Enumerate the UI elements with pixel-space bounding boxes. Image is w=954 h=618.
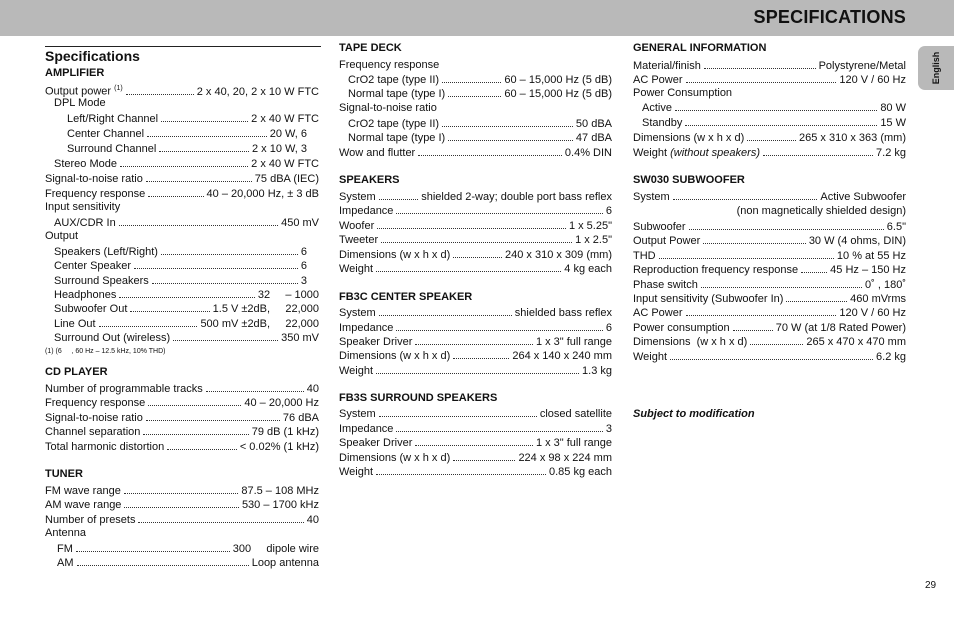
spec-value: 240 x 310 x 309 (mm) (505, 249, 612, 261)
spec-value: shielded bass reflex (514, 307, 612, 319)
spec-label: THD (633, 250, 656, 262)
spec-label: System (339, 191, 376, 203)
spec-row (339, 464, 612, 478)
subheading-row (633, 86, 906, 100)
spec-label: Active (642, 102, 672, 114)
spec-value: 75 dBA (IEC) (254, 173, 319, 185)
spec-value: < 0.02% (1 kHz) (239, 441, 319, 453)
spec-value: 500 mV ±2dB, 22,000 (200, 318, 319, 330)
spec-value: 1.5 V ±2dB, 22,000 (212, 303, 319, 315)
spec-label: Input sensitivity (45, 201, 121, 213)
spec-row (633, 58, 906, 72)
spec-label: Output Power (633, 235, 701, 247)
spec-value: 265 x 310 x 363 (mm) (799, 132, 906, 144)
spec-row (54, 244, 307, 258)
spec-row (339, 305, 612, 319)
spec-row (45, 424, 319, 438)
spec-label: Impedance (339, 205, 394, 217)
spec-label: Weight (633, 351, 668, 363)
spec-row (339, 218, 612, 232)
spec-row (45, 186, 319, 200)
spec-label: Dimensions (w x h x d) (339, 452, 451, 464)
spec-label: Impedance (339, 423, 394, 435)
spec-row (348, 86, 612, 100)
spec-row (633, 248, 906, 262)
spec-value: 6 (300, 246, 307, 258)
spec-row (348, 72, 612, 86)
spec-value: 79 dB (1 kHz) (251, 426, 319, 438)
spec-row (633, 320, 906, 334)
spec-row (339, 435, 612, 449)
spec-label: Dimensions (w x h x d) (339, 249, 451, 261)
spec-row (339, 334, 612, 348)
spec-label: CrO2 tape (type II) (348, 118, 440, 130)
spec-value: 120 V / 60 Hz (839, 307, 906, 319)
spec-label: Tweeter (339, 234, 379, 246)
spec-label: Frequency response (45, 397, 146, 409)
sw030-section-title: SW030 SUBWOOFER (633, 174, 745, 186)
spec-value: 120 V / 60 Hz (839, 74, 906, 86)
spec-value: 450 mV (281, 217, 319, 229)
spec-label: Surround Out (wireless) (54, 332, 171, 344)
spec-label: Speaker Driver (339, 437, 413, 449)
spec-value: 224 x 98 x 224 mm (518, 452, 612, 464)
spec-row (339, 189, 612, 203)
spec-label: FM wave range (45, 485, 121, 497)
spec-row (54, 215, 319, 229)
spec-label: Total harmonic distortion (45, 441, 165, 453)
spec-value: 15 W (880, 117, 906, 129)
spec-row (54, 258, 307, 272)
spec-label: Line Out (54, 318, 96, 330)
spec-label: AUX/CDR In (54, 217, 116, 229)
spec-value: 1 x 2.5" (575, 234, 612, 246)
spec-label: Weight (339, 263, 374, 275)
subheading-row (45, 200, 319, 214)
spec-label: Reproduction frequency response (633, 264, 799, 276)
spec-value: closed satellite (539, 408, 612, 420)
spec-row (45, 497, 319, 511)
spec-row (45, 381, 319, 395)
spec-label: Number of programmable tracks (45, 383, 203, 395)
header-bar (0, 0, 954, 36)
spec-label: Surround Channel (67, 143, 157, 155)
spec-label: Number of presets (45, 514, 136, 526)
spec-value: 0.85 kg each (549, 466, 612, 478)
spec-row (633, 189, 906, 203)
subheading-row (45, 229, 319, 243)
spec-value: 264 x 140 x 240 mm (512, 350, 612, 362)
spec-row (339, 406, 612, 420)
spec-label: Power consumption (633, 322, 730, 334)
spec-label: Output power (45, 85, 112, 98)
spec-value: 2 x 10 W, 3 (251, 143, 307, 155)
spec-value: 6 (605, 322, 612, 334)
spec-note: (non magnetically shielded design) (736, 205, 906, 217)
spec-label: Weight (339, 466, 374, 478)
spec-row (54, 316, 319, 330)
spec-row (339, 450, 612, 464)
spec-value: 40 (306, 383, 319, 395)
spec-row (633, 277, 906, 291)
spec-label: Speaker Driver (339, 336, 413, 348)
spec-label: Output (45, 230, 79, 242)
spec-label: Power Consumption (633, 87, 733, 99)
spec-value: 60 – 15,000 Hz (5 dB) (504, 74, 612, 86)
general-info-section-title: GENERAL INFORMATION (633, 42, 767, 54)
spec-row (642, 115, 906, 129)
footnote-marker: (1) (114, 85, 123, 92)
spec-row (54, 156, 319, 170)
language-tab (918, 46, 954, 90)
spec-label: Subwoofer (633, 221, 686, 233)
spec-row (54, 301, 319, 315)
tuner-section-title: TUNER (45, 468, 83, 480)
spec-row (633, 219, 906, 233)
spec-label: Stereo Mode (54, 158, 117, 170)
spec-row (339, 247, 612, 261)
spec-row (339, 261, 612, 275)
spec-label: AM (57, 557, 74, 569)
spec-label: System (339, 408, 376, 420)
spec-label: Antenna (45, 527, 86, 539)
spec-value: 87.5 – 108 MHz (241, 485, 319, 497)
spec-value: 30 W (4 ohms, DIN) (808, 235, 906, 247)
spec-value: 3 (605, 423, 612, 435)
spec-value: 1.3 kg (582, 365, 612, 377)
spec-value: 6.2 kg (876, 351, 906, 363)
spec-value: 2 x 40 W FTC (251, 113, 319, 125)
spec-label: Frequency response (339, 59, 440, 71)
spec-value: 6.5" (886, 221, 906, 233)
spec-row (45, 483, 319, 497)
spec-row (642, 100, 906, 114)
subheading-row (45, 526, 319, 540)
spec-value: 20 W, 6 (269, 128, 307, 140)
spec-value: Polystyrene/Metal (818, 60, 906, 72)
spec-label: Normal tape (type I) (348, 88, 446, 100)
spec-label: Dimensions (w x h x d) (633, 132, 745, 144)
spec-label: CrO2 tape (type II) (348, 74, 440, 86)
spec-row (339, 348, 612, 362)
spec-value: 70 W (at 1/8 Rated Power) (775, 322, 906, 334)
spec-label: Channel separation (45, 426, 141, 438)
spec-value: 1 x 5.25" (568, 220, 612, 232)
spec-row (339, 363, 612, 377)
spec-label: Signal-to-noise ratio (45, 412, 143, 424)
subheading-row (54, 96, 319, 110)
spec-row (45, 82, 319, 96)
spec-value: Loop antenna (251, 557, 319, 569)
spec-row (339, 421, 612, 435)
spec-label: Surround Speakers (54, 275, 149, 287)
fb3c-section-title: FB3C CENTER SPEAKER (339, 291, 473, 303)
spec-value: 80 W (880, 102, 906, 114)
spec-value: shielded 2-way; double port bass reflex (421, 191, 612, 203)
spec-label: Center Channel (67, 128, 145, 140)
spec-row (633, 291, 906, 305)
tape-deck-section-title: TAPE DECK (339, 42, 402, 54)
spec-row (45, 171, 319, 185)
spec-value: 0.4% DIN (564, 147, 612, 159)
spec-row (67, 111, 319, 125)
spec-label: Subwoofer Out (54, 303, 128, 315)
spec-value: 60 – 15,000 Hz (5 dB) (504, 88, 612, 100)
spec-row (633, 305, 906, 319)
page-title: SPECIFICATIONS (753, 7, 906, 27)
spec-label: Impedance (339, 322, 394, 334)
spec-value: 40 (306, 514, 319, 526)
spec-label: Dimensions (w x h x d) (633, 336, 748, 348)
spec-row (339, 203, 612, 217)
amplifier-section-title: AMPLIFIER (45, 67, 105, 79)
spec-label: Standby (642, 117, 683, 129)
spec-value: 265 x 470 x 470 mm (806, 336, 906, 348)
spec-value: 10 % at 55 Hz (836, 250, 906, 262)
spec-label: Woofer (339, 220, 375, 232)
spec-label: Headphones (54, 289, 117, 301)
fb3s-section-title: FB3S SURROUND SPEAKERS (339, 392, 498, 404)
spec-row (45, 395, 319, 409)
spec-row (633, 262, 906, 276)
spec-label: Normal tape (type I) (348, 132, 446, 144)
spec-label: AC Power (633, 307, 683, 319)
spec-label: Speakers (Left/Right) (54, 246, 158, 258)
spec-value: 50 dBA (575, 118, 612, 130)
footnote: (1) (6 , 60 Hz – 12.5 kHz, 10% THD) (45, 348, 166, 355)
spec-value: 32 – 1000 (257, 289, 319, 301)
spec-row (54, 330, 319, 344)
specifications-heading: Specifications (45, 46, 321, 64)
spec-value: 1 x 3" full range (535, 336, 612, 348)
spec-row (339, 232, 612, 246)
spec-label: AM wave range (45, 499, 122, 511)
spec-label: FM (57, 543, 73, 555)
page-number: 29 (925, 580, 937, 591)
spec-value: 7.2 kg (876, 147, 906, 159)
spec-label: Weight (633, 147, 668, 159)
spec-row (45, 512, 319, 526)
subheading-row (339, 58, 612, 72)
spec-value: 0˚ , 180˚ (865, 279, 906, 291)
spec-value: 40 – 20,000 Hz, ± 3 dB (206, 188, 319, 200)
spec-label: Frequency response (45, 188, 146, 200)
spec-value: 2 x 40, 20, 2 x 10 W FTC (196, 85, 319, 98)
spec-row (45, 410, 319, 424)
spec-label: Left/Right Channel (67, 113, 159, 125)
spec-value: 6 (300, 260, 307, 272)
spec-row (67, 126, 307, 140)
spec-row (54, 273, 307, 287)
spec-value: 350 mV (281, 332, 319, 344)
spec-row (633, 334, 906, 348)
spec-value: 76 dBA (282, 412, 319, 424)
spec-row (633, 130, 906, 144)
spec-value: 47 dBA (575, 132, 612, 144)
spec-label: Input sensitivity (Subwoofer In) (633, 293, 784, 305)
spec-value: 6 (605, 205, 612, 217)
spec-value: 45 Hz – 150 Hz (830, 264, 906, 276)
note-row (633, 204, 906, 218)
spec-row (339, 145, 612, 159)
spec-label: Weight (339, 365, 374, 377)
spec-row (57, 541, 319, 555)
language-tab-label: English (931, 51, 941, 85)
spec-label: AC Power (633, 74, 683, 86)
spec-value: 4 kg each (564, 263, 612, 275)
spec-label: System (339, 307, 376, 319)
spec-label: Wow and flutter (339, 147, 416, 159)
spec-label: Center Speaker (54, 260, 132, 272)
spec-row (45, 439, 319, 453)
spec-value: Active Subwoofer (820, 191, 906, 203)
spec-label: System (633, 191, 670, 203)
spec-row (339, 320, 612, 334)
spec-value: 300 dipole wire (232, 543, 319, 555)
speakers-section-title: SPEAKERS (339, 174, 400, 186)
spec-row (633, 145, 906, 159)
spec-label: Signal-to-noise ratio (339, 102, 437, 114)
spec-label: DPL Mode (54, 97, 106, 109)
spec-label: Phase switch (633, 279, 698, 291)
spec-row (633, 72, 906, 86)
spec-row (54, 287, 319, 301)
spec-row (67, 141, 307, 155)
spec-value: 2 x 40 W FTC (251, 158, 319, 170)
spec-label: Material/finish (633, 60, 701, 72)
spec-label: Signal-to-noise ratio (45, 173, 143, 185)
subheading-row (339, 101, 612, 115)
spec-row (348, 116, 612, 130)
subject-to-modification: Subject to modification (633, 408, 755, 420)
spec-value: 1 x 3" full range (535, 437, 612, 449)
spec-value: 530 – 1700 kHz (241, 499, 319, 511)
spec-row (57, 555, 319, 569)
spec-note: (without speakers) (670, 147, 760, 159)
spec-value: 3 (300, 275, 307, 287)
spec-row (633, 349, 906, 363)
cd-player-section-title: CD PLAYER (45, 366, 108, 378)
spec-value: 40 – 20,000 Hz (244, 397, 319, 409)
spec-label: Dimensions (w x h x d) (339, 350, 451, 362)
spec-row (633, 233, 906, 247)
spec-value: 460 mVrms (850, 293, 906, 305)
spec-row (348, 130, 612, 144)
